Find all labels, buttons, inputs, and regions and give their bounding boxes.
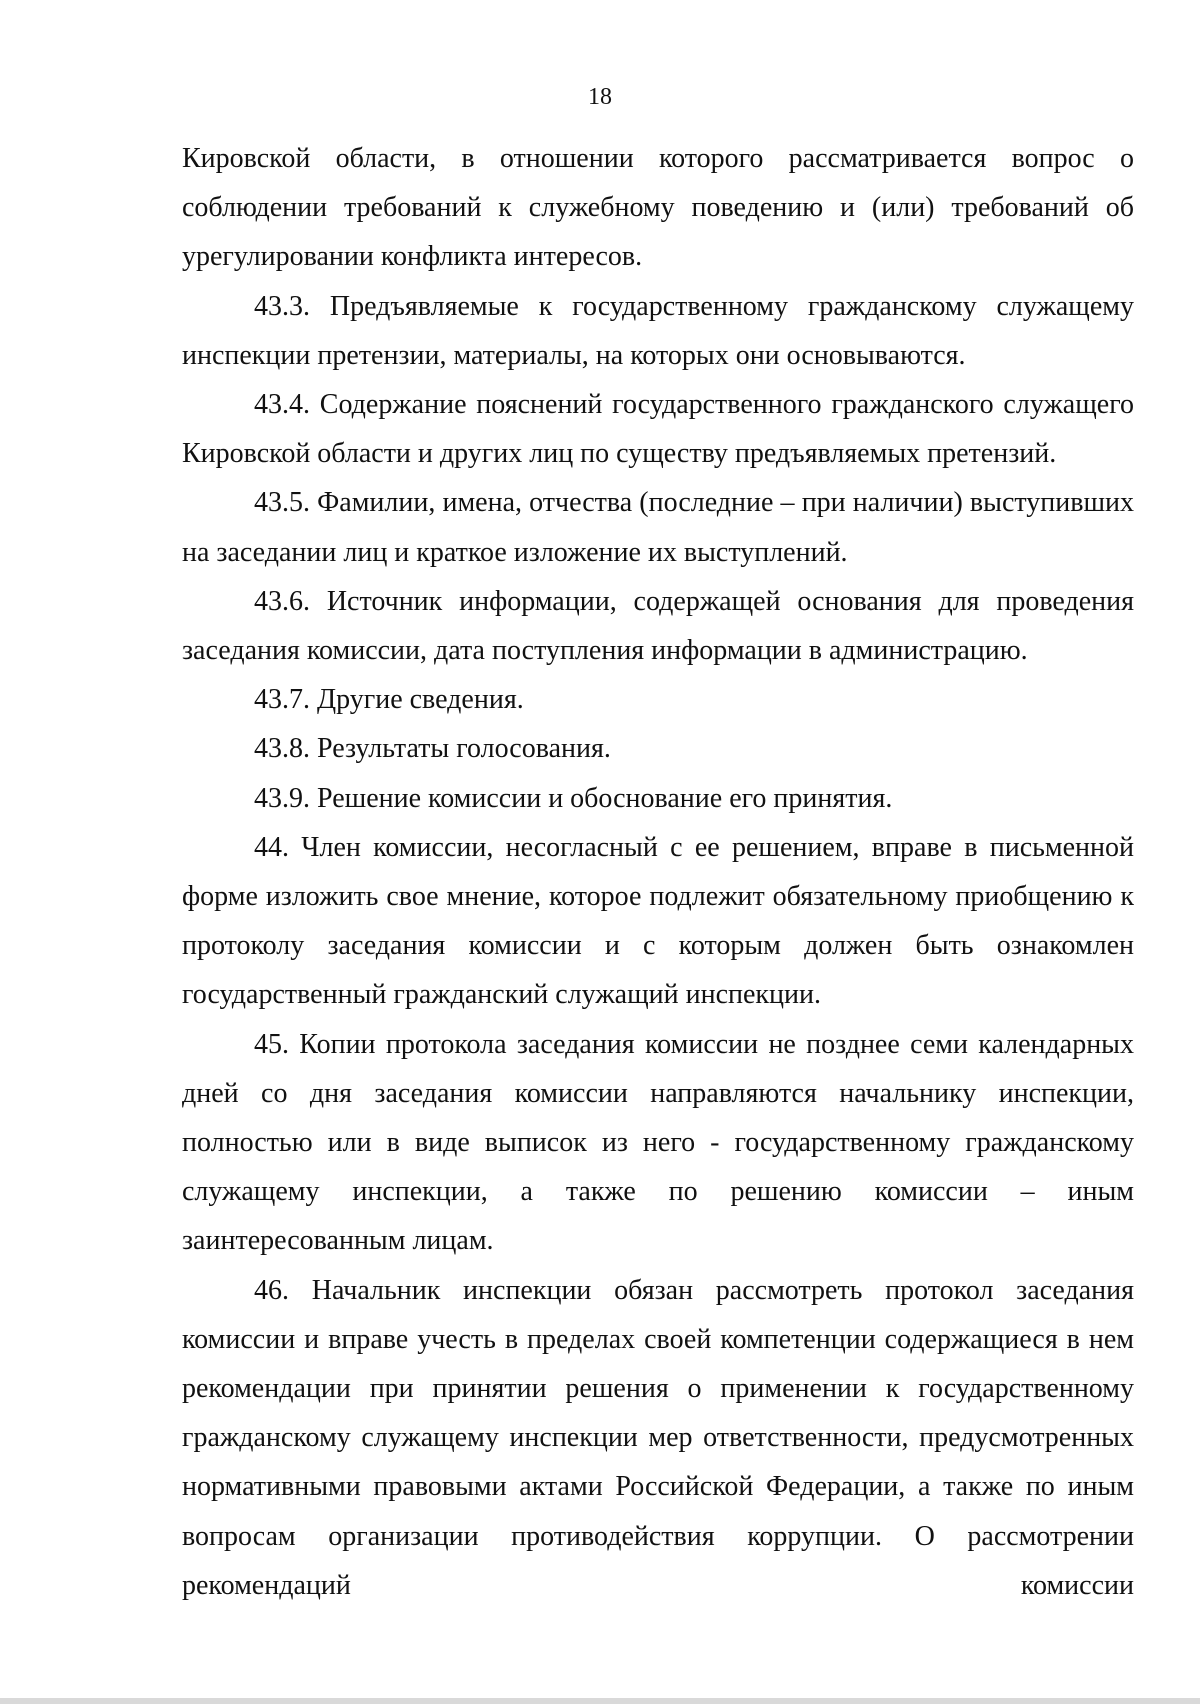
paragraph-43-8: 43.8. Результаты голосования. [254,733,611,765]
paragraph-43-4: 43.4. Содержание пояснений государственного гражданского служащего Кировской области и других лиц по существу предъявляемых претензий. [182,389,1134,470]
scan-bottom-edge [0,1698,1200,1704]
paragraph-43-9: 43.9. Решение комиссии и обоснование его принятия. [254,782,893,814]
document-body [182,134,1134,1610]
paragraph-43-7: 43.7. Другие сведения. [254,684,524,716]
paragraph-44: 44. Член комиссии, несогласный с ее решением, вправе в письменной форме изложить свое мнение, которое подлежит обязательному приобщению к протоколу заседания комиссии и с которым должен быть ознакомлен государственный гражданский служащий инспекции. [182,831,1134,1011]
paragraph-43-5: 43.5. Фамилии, имена, отчества (последние – при наличии) выступивших на заседании лиц и краткое изложение их выступлений. [182,487,1134,568]
paragraph-46: 46. Начальник инспекции обязан рассмотреть протокол заседания комиссии и вправе учесть в пределах своей компетенции содержащиеся в нем рекомендации при принятии решения о применении к государственному гражданскому служащему инспекции мер ответственности, предусмотренных нормативными правовыми актами Российской Федерации, а также по иным вопросам организации противодействия коррупции. О рассмотрении рекомендаций комиссии [182,1274,1134,1601]
paragraph-43-6: 43.6. Источник информации, содержащей основания для проведения заседания комиссии, дата поступления информации в администрацию. [182,585,1134,667]
paragraph-45: 45. Копии протокола заседания комиссии не позднее семи календарных дней со дня заседания комиссии направляются начальнику инспекции, полностью или в виде выписок из него - государственному гражданскому служащему инспекции, а также по решению комиссии – иным заинтересованным лицам. [182,1028,1134,1257]
page-number: 18 [588,84,612,110]
paragraph-43-3: 43.3. Предъявляемые к государственному гражданскому служащему инспекции претензии, материалы, на которых они основываются. [182,290,1134,371]
paragraph-continuation: Кировской области, в отношении которого рассматривается вопрос о соблюдении требований к служебному поведению и (или) требований об урегулировании конфликта интересов. [182,143,1134,273]
